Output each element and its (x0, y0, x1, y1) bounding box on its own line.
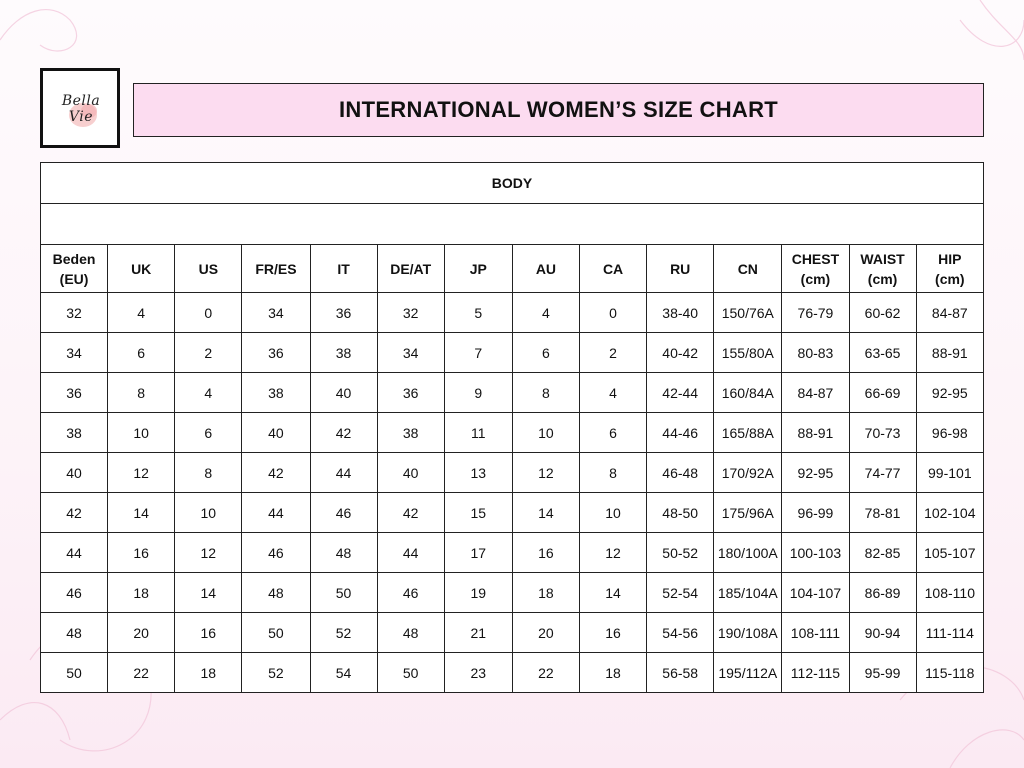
table-cell: 155/80A (714, 333, 782, 373)
table-row (41, 613, 984, 653)
table-cell: 63-65 (849, 333, 916, 373)
table-cell: 54-56 (647, 613, 714, 653)
table-cell: 11 (444, 413, 512, 453)
table-cell: 12 (108, 453, 175, 493)
table-cell: 23 (444, 653, 512, 693)
table-cell: 18 (580, 653, 647, 693)
table-cell: 80-83 (782, 333, 849, 373)
table-cell: 16 (175, 613, 242, 653)
table-cell: 4 (512, 293, 579, 333)
table-row (41, 533, 984, 573)
column-header-line: WAIST (860, 250, 905, 267)
table-cell: 52 (310, 613, 377, 653)
table-cell: 34 (41, 333, 108, 373)
column-header (916, 245, 983, 293)
table-cell: 74-77 (849, 453, 916, 493)
table-cell: 20 (512, 613, 579, 653)
table-cell: 32 (41, 293, 108, 333)
table-cell: 14 (580, 573, 647, 613)
table-cell: 4 (175, 373, 242, 413)
table-cell: 38 (310, 333, 377, 373)
table-row (41, 373, 984, 413)
table-cell: 48-50 (647, 493, 714, 533)
column-header (310, 245, 377, 293)
table-cell: 12 (512, 453, 579, 493)
table-cell: 18 (108, 573, 175, 613)
column-header (444, 245, 512, 293)
table-cell: 44-46 (647, 413, 714, 453)
table-cell: 50-52 (647, 533, 714, 573)
table-cell: 9 (444, 373, 512, 413)
table-cell: 88-91 (782, 413, 849, 453)
table-cell: 96-99 (782, 493, 849, 533)
table-cell: 42 (41, 493, 108, 533)
table-cell: 36 (242, 333, 310, 373)
table-cell: 6 (108, 333, 175, 373)
table-cell: 22 (512, 653, 579, 693)
table-cell: 99-101 (916, 453, 983, 493)
column-header (580, 245, 647, 293)
table-cell: 84-87 (782, 373, 849, 413)
table-cell: 32 (377, 293, 444, 333)
table-cell: 175/96A (714, 493, 782, 533)
table-cell: 12 (580, 533, 647, 573)
table-cell: 104-107 (782, 573, 849, 613)
table-cell: 50 (242, 613, 310, 653)
column-header-line: CN (737, 260, 758, 277)
table-cell: 150/76A (714, 293, 782, 333)
table-cell: 7 (444, 333, 512, 373)
table-cell: 40 (377, 453, 444, 493)
logo-wordmark: Bella Vie (61, 93, 101, 125)
table-cell: 42 (310, 413, 377, 453)
column-header (782, 245, 849, 293)
column-header (647, 245, 714, 293)
column-header (108, 245, 175, 293)
table-cell: 48 (41, 613, 108, 653)
table-cell: 50 (377, 653, 444, 693)
column-header (175, 245, 242, 293)
table-cell: 38-40 (647, 293, 714, 333)
table-cell: 48 (377, 613, 444, 653)
table-cell: 84-87 (916, 293, 983, 333)
table-cell: 108-111 (782, 613, 849, 653)
column-header-line: IT (337, 260, 350, 277)
table-cell: 90-94 (849, 613, 916, 653)
table-cell: 70-73 (849, 413, 916, 453)
column-header (849, 245, 916, 293)
table-cell: 82-85 (849, 533, 916, 573)
column-header (512, 245, 579, 293)
table-cell: 10 (108, 413, 175, 453)
table-row (41, 653, 984, 693)
table-cell: 22 (108, 653, 175, 693)
table-cell: 34 (242, 293, 310, 333)
table-cell: 6 (580, 413, 647, 453)
table-cell: 88-91 (916, 333, 983, 373)
table-cell: 4 (580, 373, 647, 413)
column-header-line: HIP (938, 250, 962, 267)
column-header-line: AU (535, 260, 557, 277)
column-header-line: UK (131, 260, 152, 277)
table-cell: 100-103 (782, 533, 849, 573)
table-cell: 115-118 (916, 653, 983, 693)
column-header (41, 245, 108, 293)
table-row (41, 333, 984, 373)
table-cell: 8 (512, 373, 579, 413)
table-cell: 95-99 (849, 653, 916, 693)
table-cell: 46 (242, 533, 310, 573)
table-cell: 44 (310, 453, 377, 493)
table-cell: 76-79 (782, 293, 849, 333)
table-cell: 6 (512, 333, 579, 373)
table-cell: 86-89 (849, 573, 916, 613)
table-cell: 92-95 (916, 373, 983, 413)
table-cell: 19 (444, 573, 512, 613)
table-cell: 50 (310, 573, 377, 613)
table-cell: 38 (377, 413, 444, 453)
table-cell: 195/112A (714, 653, 782, 693)
table-cell: 165/88A (714, 413, 782, 453)
table-cell: 17 (444, 533, 512, 573)
page-title: INTERNATIONAL WOMEN’S SIZE CHART (339, 97, 778, 122)
table-cell: 0 (175, 293, 242, 333)
table-cell: 8 (580, 453, 647, 493)
column-header (242, 245, 310, 293)
table-cell: 46 (377, 573, 444, 613)
table-cell: 34 (377, 333, 444, 373)
table-cell: 108-110 (916, 573, 983, 613)
table-cell: 38 (41, 413, 108, 453)
section-label: BODY (41, 163, 984, 204)
table-row (41, 453, 984, 493)
table-cell: 36 (310, 293, 377, 333)
table-cell: 48 (242, 573, 310, 613)
column-header-line: (cm) (800, 270, 831, 287)
table-cell: 52-54 (647, 573, 714, 613)
table-cell: 0 (580, 293, 647, 333)
column-header-line: CHEST (791, 250, 840, 267)
column-header-line: FR/ES (255, 260, 297, 277)
table-cell: 102-104 (916, 493, 983, 533)
column-header-line: JP (469, 260, 487, 277)
table-cell: 40 (310, 373, 377, 413)
table-cell: 42 (242, 453, 310, 493)
section-row (41, 163, 984, 204)
table-cell: 10 (580, 493, 647, 533)
table-cell: 38 (242, 373, 310, 413)
table-cell: 8 (108, 373, 175, 413)
table-cell: 5 (444, 293, 512, 333)
table-row (41, 573, 984, 613)
table-cell: 10 (512, 413, 579, 453)
column-header-line: RU (670, 260, 691, 277)
table-cell: 170/92A (714, 453, 782, 493)
table-cell: 18 (512, 573, 579, 613)
column-header-line: (EU) (59, 270, 89, 287)
table-cell: 54 (310, 653, 377, 693)
blank-row (41, 204, 984, 245)
column-header-line: (cm) (867, 270, 898, 287)
blank-cell (41, 204, 984, 245)
column-header-line: DE/AT (390, 260, 432, 277)
table-cell: 14 (175, 573, 242, 613)
table-cell: 6 (175, 413, 242, 453)
table-cell: 40 (41, 453, 108, 493)
table-row (41, 413, 984, 453)
table-cell: 180/100A (714, 533, 782, 573)
table-cell: 44 (242, 493, 310, 533)
table-cell: 78-81 (849, 493, 916, 533)
table-cell: 16 (512, 533, 579, 573)
table-cell: 16 (580, 613, 647, 653)
table-cell: 10 (175, 493, 242, 533)
table-cell: 112-115 (782, 653, 849, 693)
table-cell: 96-98 (916, 413, 983, 453)
table-cell: 8 (175, 453, 242, 493)
table-cell: 44 (41, 533, 108, 573)
title-banner (133, 83, 984, 137)
table-row (41, 293, 984, 333)
column-header (377, 245, 444, 293)
brand-logo (40, 68, 120, 148)
table-cell: 36 (377, 373, 444, 413)
table-cell: 111-114 (916, 613, 983, 653)
table-cell: 12 (175, 533, 242, 573)
table-cell: 105-107 (916, 533, 983, 573)
header-row (41, 245, 984, 293)
table-cell: 21 (444, 613, 512, 653)
table-cell: 160/84A (714, 373, 782, 413)
table-cell: 185/104A (714, 573, 782, 613)
table-cell: 92-95 (782, 453, 849, 493)
table-cell: 40 (242, 413, 310, 453)
table-cell: 46 (310, 493, 377, 533)
table-cell: 14 (108, 493, 175, 533)
table-cell: 13 (444, 453, 512, 493)
table-cell: 16 (108, 533, 175, 573)
table-cell: 48 (310, 533, 377, 573)
column-header (714, 245, 782, 293)
table-cell: 40-42 (647, 333, 714, 373)
table-body (41, 293, 984, 693)
table-row (41, 493, 984, 533)
table-cell: 46-48 (647, 453, 714, 493)
table-cell: 190/108A (714, 613, 782, 653)
table-cell: 15 (444, 493, 512, 533)
table-cell: 42-44 (647, 373, 714, 413)
column-header-line: US (198, 260, 219, 277)
table-cell: 18 (175, 653, 242, 693)
table-cell: 66-69 (849, 373, 916, 413)
column-header-line: (cm) (935, 270, 965, 287)
table-cell: 50 (41, 653, 108, 693)
table-cell: 36 (41, 373, 108, 413)
column-header-line: CA (602, 260, 624, 277)
table-cell: 52 (242, 653, 310, 693)
table-cell: 46 (41, 573, 108, 613)
table-cell: 60-62 (849, 293, 916, 333)
table-cell: 56-58 (647, 653, 714, 693)
table-cell: 2 (580, 333, 647, 373)
table-cell: 20 (108, 613, 175, 653)
table-cell: 2 (175, 333, 242, 373)
table-cell: 14 (512, 493, 579, 533)
table-cell: 4 (108, 293, 175, 333)
size-chart-table (40, 162, 984, 693)
table-cell: 44 (377, 533, 444, 573)
column-header-line: Beden (52, 250, 96, 267)
table-cell: 42 (377, 493, 444, 533)
